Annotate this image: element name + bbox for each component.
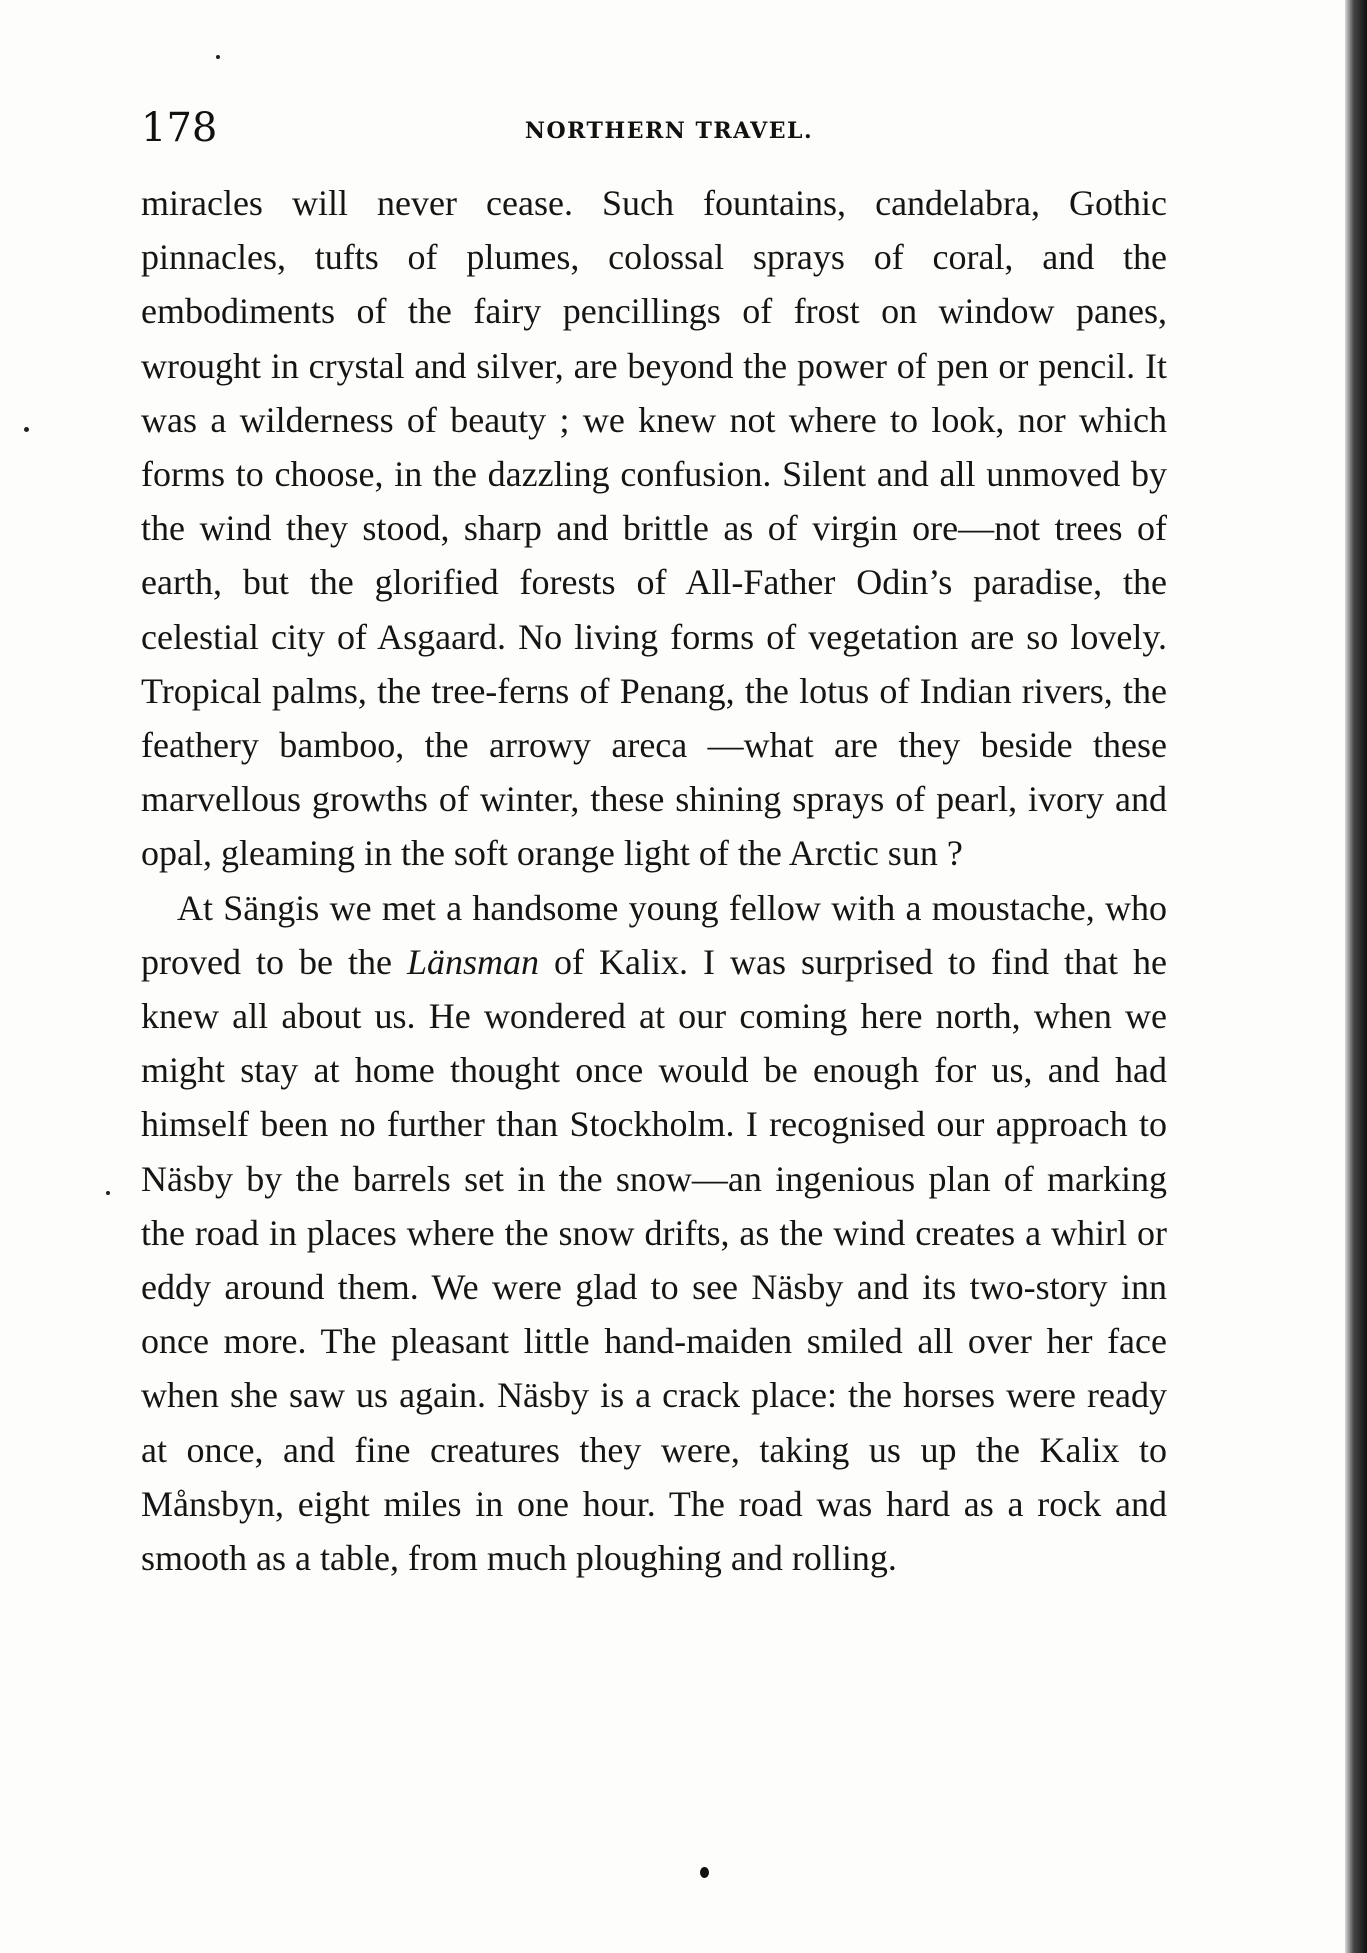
footer-mark: [700, 1867, 709, 1878]
scan-speck: [106, 1191, 110, 1195]
paragraph-2-part-1: At Sängis we met a handsome young fellow with a moustache, who proved to be the: [141, 887, 1167, 982]
running-head: NORTHERN TRAVEL.: [524, 118, 814, 144]
lansman-italic: Länsman: [406, 941, 540, 982]
page-number: 178: [141, 105, 218, 151]
body-text: [141, 176, 1167, 1585]
paragraph-2-part-2: of Kalix. I was surprised to find that he knew all about us. He wondered at our coming here north, when we might stay at home thought once would be enough for us, and had himself been no further than Stockholm. I recognised our approach to Näsby by the barrels set in the snow—an ingenious plan of marking the road in places where the snow drifts, as the wind creates a whirl or eddy around them. We were glad to see Näsby and its two-story inn once more. The pleasant little hand-maiden smiled all over her face when she saw us again. Näsby is a crack place: the horses were ready at once, and fine creatures they were, taking us up the Kalix to Månsbyn, eight miles in one hour. The road was hard as a rock and smooth as a table, from much ploughing and rolling.: [141, 941, 1167, 1579]
paragraph-1: miracles will never cease. Such fountains, candelabra, Gothic pinnacles, tufts of plumes, colossal sprays of coral, and the embodiments of the fairy pencillings of frost on window panes, wrought in crystal and silver, are beyond the power of pen or pencil. It was a wilderness of beauty ; we knew not where to look, nor which forms to choose, in the dazzling confusion. Silent and all unmoved by the wind they stood, sharp and brittle as of virgin ore—not trees of earth, but the glorified forests of All-Father Odin’s paradise, the celestial city of Asgaard. No living forms of vegetation are so lovely. Tropical palms, the tree-ferns of Penang, the lotus of Indian rivers, the feathery bamboo, the arrowy areca —what are they beside these marvellous growths of winter, these shining sprays of pearl, ivory and opal, gleaming in the soft orange light of the Arctic sun ?: [141, 183, 1167, 874]
scan-speck: [216, 55, 220, 59]
scan-speck: [24, 427, 29, 432]
page-header: [141, 103, 1167, 163]
page-edge-shadow: [1345, 0, 1367, 1953]
paragraph-2: [141, 881, 1167, 1586]
